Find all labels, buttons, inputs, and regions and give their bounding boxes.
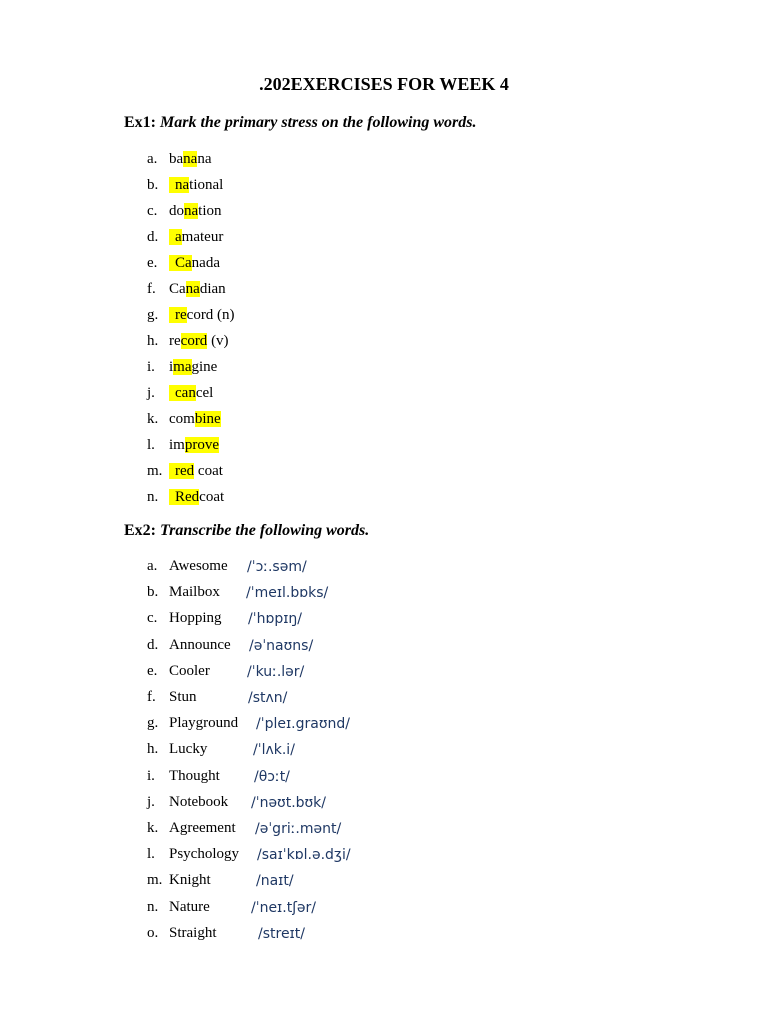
ex2-item <box>147 898 210 916</box>
item-marker: m. <box>147 463 163 479</box>
stressed-syllable: na <box>183 151 198 167</box>
word-part: cord (n) <box>186 307 235 323</box>
stressed-syllable: red <box>169 463 194 479</box>
item-marker: d. <box>147 636 159 653</box>
stressed-syllable: re <box>169 307 187 323</box>
word: Cooler <box>169 662 210 679</box>
stressed-syllable: na <box>169 177 189 193</box>
item-marker: f. <box>147 689 156 705</box>
ex1-item <box>147 306 235 324</box>
word: Lucky <box>169 741 208 758</box>
stressed-syllable: Red <box>169 489 199 505</box>
ex2-item <box>147 688 197 706</box>
word-part: do <box>169 203 184 219</box>
ex2-item <box>147 609 222 627</box>
ex2-item <box>147 714 238 732</box>
ex2-item <box>147 819 236 837</box>
ipa-transcription: /əˈgriː.mənt/ <box>255 821 342 837</box>
ipa-transcription: /ˈkuː.lər/ <box>247 663 305 680</box>
word-part: coat <box>194 463 223 479</box>
stressed-syllable: prove <box>184 437 219 453</box>
ipa-transcription: /stʌn/ <box>248 690 288 706</box>
word-part: nada <box>191 255 220 271</box>
ex1-item <box>147 332 229 350</box>
ipa-transcription: /saɪˈkɒl.ə.dʒi/ <box>257 847 351 864</box>
item-marker: c. <box>147 203 158 219</box>
stressed-syllable: can <box>169 385 196 401</box>
ex2-item <box>147 924 217 942</box>
word-part: coat <box>199 489 225 505</box>
word-part: tional <box>189 177 224 193</box>
word: Awesome <box>169 558 228 574</box>
stressed-syllable: cord <box>180 333 208 349</box>
word-part: tion <box>198 203 222 219</box>
item-marker: b. <box>147 177 159 193</box>
word-part: i <box>169 359 174 375</box>
word-part: im <box>169 437 185 453</box>
word: Hopping <box>169 610 222 627</box>
item-marker: f. <box>147 281 156 297</box>
word: Psychology <box>169 846 240 863</box>
ex2-item <box>147 557 228 575</box>
ipa-transcription: /θɔːt/ <box>254 768 290 785</box>
item-marker: k. <box>147 411 159 427</box>
item-marker: a. <box>147 151 158 167</box>
ex1-item <box>147 280 226 298</box>
stressed-syllable: Ca <box>169 255 192 271</box>
stressed-syllable: ma <box>173 359 192 375</box>
word-part: Ca <box>169 281 186 297</box>
item-marker: i. <box>147 767 155 784</box>
word: Nature <box>169 898 210 915</box>
word: Playground <box>169 715 239 732</box>
ex2-item <box>147 662 210 680</box>
item-marker: m. <box>147 872 163 889</box>
ex1-item <box>147 228 223 246</box>
ex2-item <box>147 740 207 758</box>
word: Straight <box>169 924 217 941</box>
item-marker: k. <box>147 820 159 836</box>
ex1-item <box>147 202 222 220</box>
stressed-syllable: na <box>185 281 200 297</box>
word: Stun <box>169 689 197 705</box>
word-part: (v) <box>207 333 229 349</box>
ex2-heading <box>124 522 369 540</box>
ex2-label: Ex2: <box>124 522 156 539</box>
word: Mailbox <box>169 584 220 601</box>
item-marker: h. <box>147 333 159 349</box>
item-marker: j. <box>147 385 155 401</box>
ex2-item <box>147 871 211 889</box>
ex1-item <box>147 436 219 454</box>
ex1-item <box>147 488 224 506</box>
ipa-transcription: /ˈmeɪl.bɒks/ <box>246 585 329 602</box>
ex2-item <box>147 583 220 601</box>
item-marker: g. <box>147 715 159 732</box>
word: Announce <box>169 636 231 653</box>
item-marker: n. <box>147 489 159 505</box>
ex1-item <box>147 384 213 402</box>
ex1-heading <box>124 114 477 132</box>
ex1-item <box>147 176 223 194</box>
item-marker: c. <box>147 610 158 627</box>
ex2-item <box>147 767 220 785</box>
stressed-syllable: bine <box>194 411 221 427</box>
ex2-item <box>147 845 239 863</box>
item-marker: o. <box>147 924 159 941</box>
ipa-transcription: /ˈhɒpɪŋ/ <box>248 611 303 628</box>
stressed-syllable: na <box>184 203 199 219</box>
word-part: gine <box>191 359 218 375</box>
word-part: com <box>169 411 195 427</box>
ex1-item <box>147 462 223 480</box>
ipa-transcription: /naɪt/ <box>256 873 294 890</box>
ipa-transcription: /ˈlʌk.i/ <box>253 742 295 759</box>
ex1-item <box>147 150 212 168</box>
ex1-item <box>147 410 221 428</box>
ipa-transcription: /ˈpleɪ.graʊnd/ <box>256 716 350 733</box>
word-part: ba <box>169 151 184 167</box>
ipa-transcription: /ˈɔː.səm/ <box>247 559 307 575</box>
ex2-item <box>147 636 231 654</box>
item-marker: a. <box>147 558 158 574</box>
item-marker: j. <box>147 793 155 810</box>
item-marker: b. <box>147 584 159 601</box>
word-part: na <box>197 151 212 167</box>
ex1-item <box>147 254 220 272</box>
word-part: re <box>169 333 181 349</box>
item-marker: l. <box>147 437 155 453</box>
ex2-instruction: Transcribe the following words. <box>160 522 370 539</box>
ex2-item <box>147 793 228 811</box>
ipa-transcription: /streɪt/ <box>258 925 305 942</box>
word-part: dian <box>199 281 226 297</box>
word: Thought <box>169 767 220 784</box>
word-part: mateur <box>181 229 224 245</box>
item-marker: l. <box>147 846 155 863</box>
item-marker: e. <box>147 255 158 271</box>
ipa-transcription: /ˈnəʊt.bʊk/ <box>251 794 326 811</box>
item-marker: i. <box>147 359 155 375</box>
word: Notebook <box>169 793 229 810</box>
ipa-transcription: /ˈneɪ.tʃər/ <box>251 899 316 916</box>
item-marker: d. <box>147 229 159 245</box>
item-marker: e. <box>147 662 158 679</box>
item-marker: h. <box>147 741 159 758</box>
item-marker: g. <box>147 307 159 323</box>
word: Agreement <box>169 820 236 836</box>
page-title: .202EXERCISES FOR WEEK 4 <box>259 74 509 94</box>
ex1-label: Ex1: <box>124 114 156 131</box>
ipa-transcription: /əˈnaʊns/ <box>249 637 314 654</box>
word-part: cel <box>195 385 214 401</box>
item-marker: n. <box>147 898 159 915</box>
ex1-instruction: Mark the primary stress on the following words. <box>160 114 477 131</box>
ex1-item <box>147 358 217 376</box>
word: Knight <box>169 872 211 889</box>
stressed-syllable: a <box>169 229 182 245</box>
